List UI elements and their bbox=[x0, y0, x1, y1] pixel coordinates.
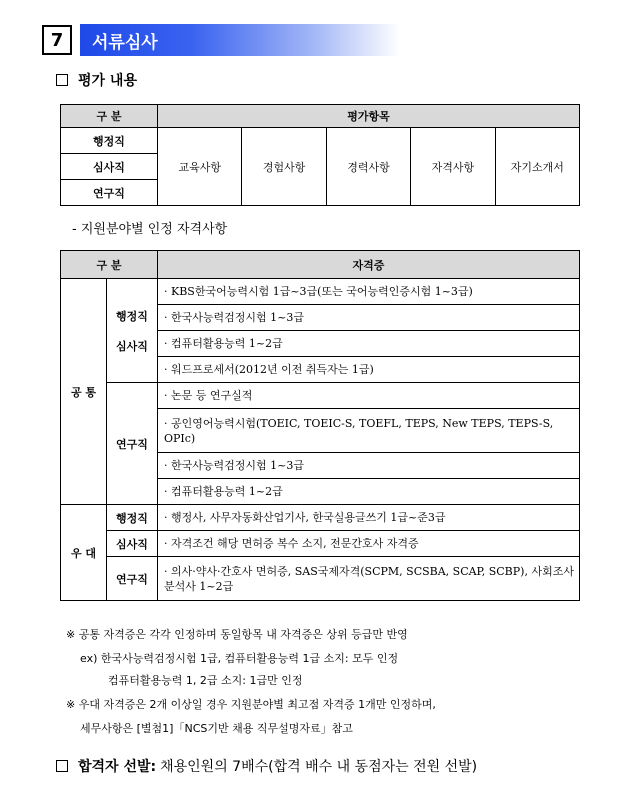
qual-table bbox=[60, 250, 580, 601]
section-header bbox=[42, 24, 400, 56]
qual-pref-row-label: 심사직 bbox=[107, 531, 158, 557]
qual-admin-item: · 한국사능력검정시험 1~3급 bbox=[158, 305, 580, 331]
qual-common-label: 공 통 bbox=[61, 279, 107, 505]
qual-admin-item: · 컴퓨터활용능력 1~2급 bbox=[158, 331, 580, 357]
qual-research-item: · 컴퓨터활용능력 1~2급 bbox=[158, 479, 580, 505]
note-line: ※ 우대 자격증은 2개 이상일 경우 지원분야별 최고점 자격증 1개만 인정하며, bbox=[66, 698, 436, 711]
note-line: 세무사항은 [별첨1]「NCS기반 채용 직무설명자료」참고 bbox=[80, 722, 353, 735]
eval-table bbox=[60, 104, 580, 206]
qual-admin-review-label bbox=[107, 279, 158, 383]
checkbox-square-icon bbox=[56, 760, 68, 772]
qual-header-category: 구 분 bbox=[61, 251, 158, 279]
eval-item-qualification: 자격사항 bbox=[411, 128, 495, 206]
qual-research-item: · 한국사능력검정시험 1~3급 bbox=[158, 453, 580, 479]
final-selection-text: 채용인원의 7배수(합격 배수 내 동점자는 전원 선발) bbox=[160, 759, 478, 775]
qual-admin-item: · KBS한국어능력시험 1급~3급(또는 국어능력인증시험 1~3급) bbox=[158, 279, 580, 305]
eval-heading bbox=[56, 70, 137, 90]
qual-admin-label: 행정직 bbox=[116, 309, 148, 323]
qual-pref-row-label: 행정직 bbox=[107, 505, 158, 531]
qual-admin-item: · 워드프로세서(2012년 이전 취득자는 1급) bbox=[158, 357, 580, 383]
qual-pref-item: · 행정사, 사무자동화산업기사, 한국실용글쓰기 1급~준3급 bbox=[158, 505, 580, 531]
qual-review-label: 심사직 bbox=[116, 339, 148, 353]
qual-pref-item: · 의사·약사·간호사 면허증, SAS국제자격(SCPM, SCSBA, SCAP, SCBP), 사회조사분석사 1~2급 bbox=[158, 557, 580, 601]
section-title: 서류심사 bbox=[80, 24, 400, 56]
eval-row-admin: 행정직 bbox=[61, 128, 158, 154]
final-selection bbox=[56, 756, 477, 776]
qual-subheading: - 지원분야별 인정 자격사항 bbox=[72, 222, 228, 237]
eval-item-self-intro: 자기소개서 bbox=[495, 128, 579, 206]
eval-header-category: 구 분 bbox=[61, 105, 158, 128]
eval-row-review: 심사직 bbox=[61, 154, 158, 180]
note-line: ※ 공통 자격증은 각각 인정하며 동일항목 내 자격증은 상위 등급만 반영 bbox=[66, 628, 408, 641]
qual-research-item: · 공인영어능력시험(TOEIC, TOEIC-S, TOEFL, TEPS, New TEPS, TEPS-S, OPIc) bbox=[158, 409, 580, 453]
eval-item-experience: 경험사항 bbox=[242, 128, 326, 206]
eval-header-items: 평가항목 bbox=[158, 105, 580, 128]
checkbox-square-icon bbox=[56, 74, 68, 86]
qual-research-label: 연구직 bbox=[107, 383, 158, 505]
eval-item-career: 경력사항 bbox=[326, 128, 410, 206]
section-number: 7 bbox=[42, 25, 72, 55]
final-selection-label: 합격자 선발: bbox=[78, 759, 157, 775]
eval-item-education: 교육사항 bbox=[158, 128, 242, 206]
qual-pref-row-label: 연구직 bbox=[107, 557, 158, 601]
note-line: ex) 한국사능력검정시험 1급, 컴퓨터활용능력 1급 소지: 모두 인정 bbox=[80, 652, 399, 665]
qual-research-item: · 논문 등 연구실적 bbox=[158, 383, 580, 409]
qual-header-cert: 자격증 bbox=[158, 251, 580, 279]
note-line: 컴퓨터활용능력 1, 2급 소지: 1급만 인정 bbox=[108, 674, 303, 687]
qual-pref-item: · 자격조건 해당 면허증 복수 소지, 전문간호사 자격증 bbox=[158, 531, 580, 557]
eval-row-research: 연구직 bbox=[61, 180, 158, 206]
eval-heading-text: 평가 내용 bbox=[78, 73, 137, 89]
qual-pref-label: 우 대 bbox=[61, 505, 107, 601]
